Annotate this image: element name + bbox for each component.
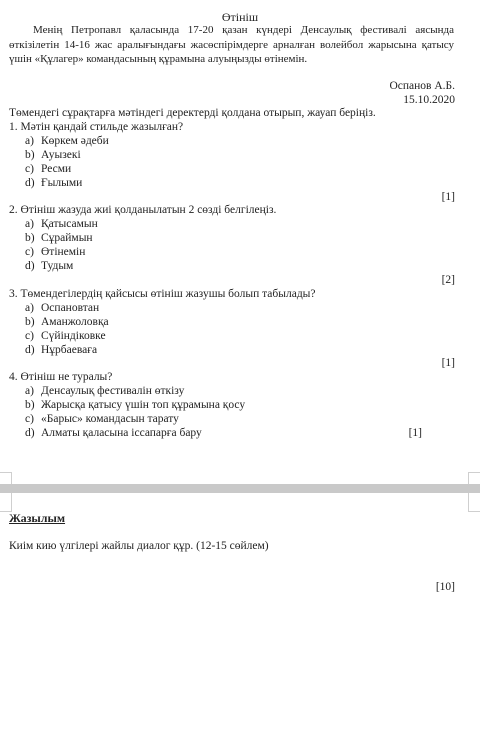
option[interactable]: d) Тудым [25,260,74,272]
writing-mark: [10] [435,581,455,593]
question-3-mark: [1] [441,357,455,369]
option[interactable]: b) Жарысқа қатысу үшін топ құрамына қосу [25,399,246,411]
option[interactable]: b) Аманжоловқа [25,316,109,328]
letter-date: 15.10.2020 [403,94,455,106]
question-3: 3. Төмендегілердің қайсысы өтініш жазушы болып табылады? [9,288,316,300]
question-1: 1. Мәтін қандай стильде жазылған? [9,121,184,133]
question-2-mark: [2] [441,274,455,286]
option[interactable]: b) Ауызекі [25,149,81,161]
option[interactable]: d) Нұрбаеваға [25,344,98,356]
page-separator [0,484,480,493]
question-2: 2. Өтініш жазуда жиі қолданылатын 2 сөзді белгілеңіз. [9,204,277,216]
option[interactable]: c) Өтінемін [25,246,86,258]
option[interactable]: c) Сүйіндіковке [25,330,106,342]
option[interactable]: a) Оспановтан [25,302,100,314]
option[interactable]: a) Денсаулық фестивалін өткізу [25,385,185,397]
writing-task: Киім кию үлгілері жайлы диалог құр. (12-15 сөйлем) [9,540,269,552]
question-4: 4. Өтініш не туралы? [9,371,113,383]
letter-body: Менің Петропавл қаласында 17-20 қазан күндері Денсаулық фестивалі аясында өткізілетін 14-16 жас аралығындағы жасөспірімдерге арналған волейбол жарысына қатысу үшін «Құлагер» командасының құрамына алуыңызды өтінемін. [9,24,454,65]
letter-title: Өтініш [221,10,259,24]
question-1-mark: [1] [441,191,455,203]
option[interactable]: c) Ресми [25,163,72,175]
instruction: Төмендегі сұрақтарға мәтіндегі деректерді қолдана отырып, жауап беріңіз. [9,107,376,119]
option[interactable]: c) «Барыс» командасын тарату [25,413,179,425]
option[interactable]: a) Қатысамын [25,218,98,230]
option[interactable]: b) Сұраймын [25,232,93,244]
writing-heading: Жазылым [9,511,66,525]
option[interactable]: a) Көркем әдеби [25,135,109,147]
question-4-mark: [1] [408,427,422,439]
option[interactable]: d) Алматы қаласына іссапарға бару [25,427,202,439]
option[interactable]: d) Ғылыми [25,177,83,189]
letter-author: Оспанов А.Б. [389,80,455,92]
